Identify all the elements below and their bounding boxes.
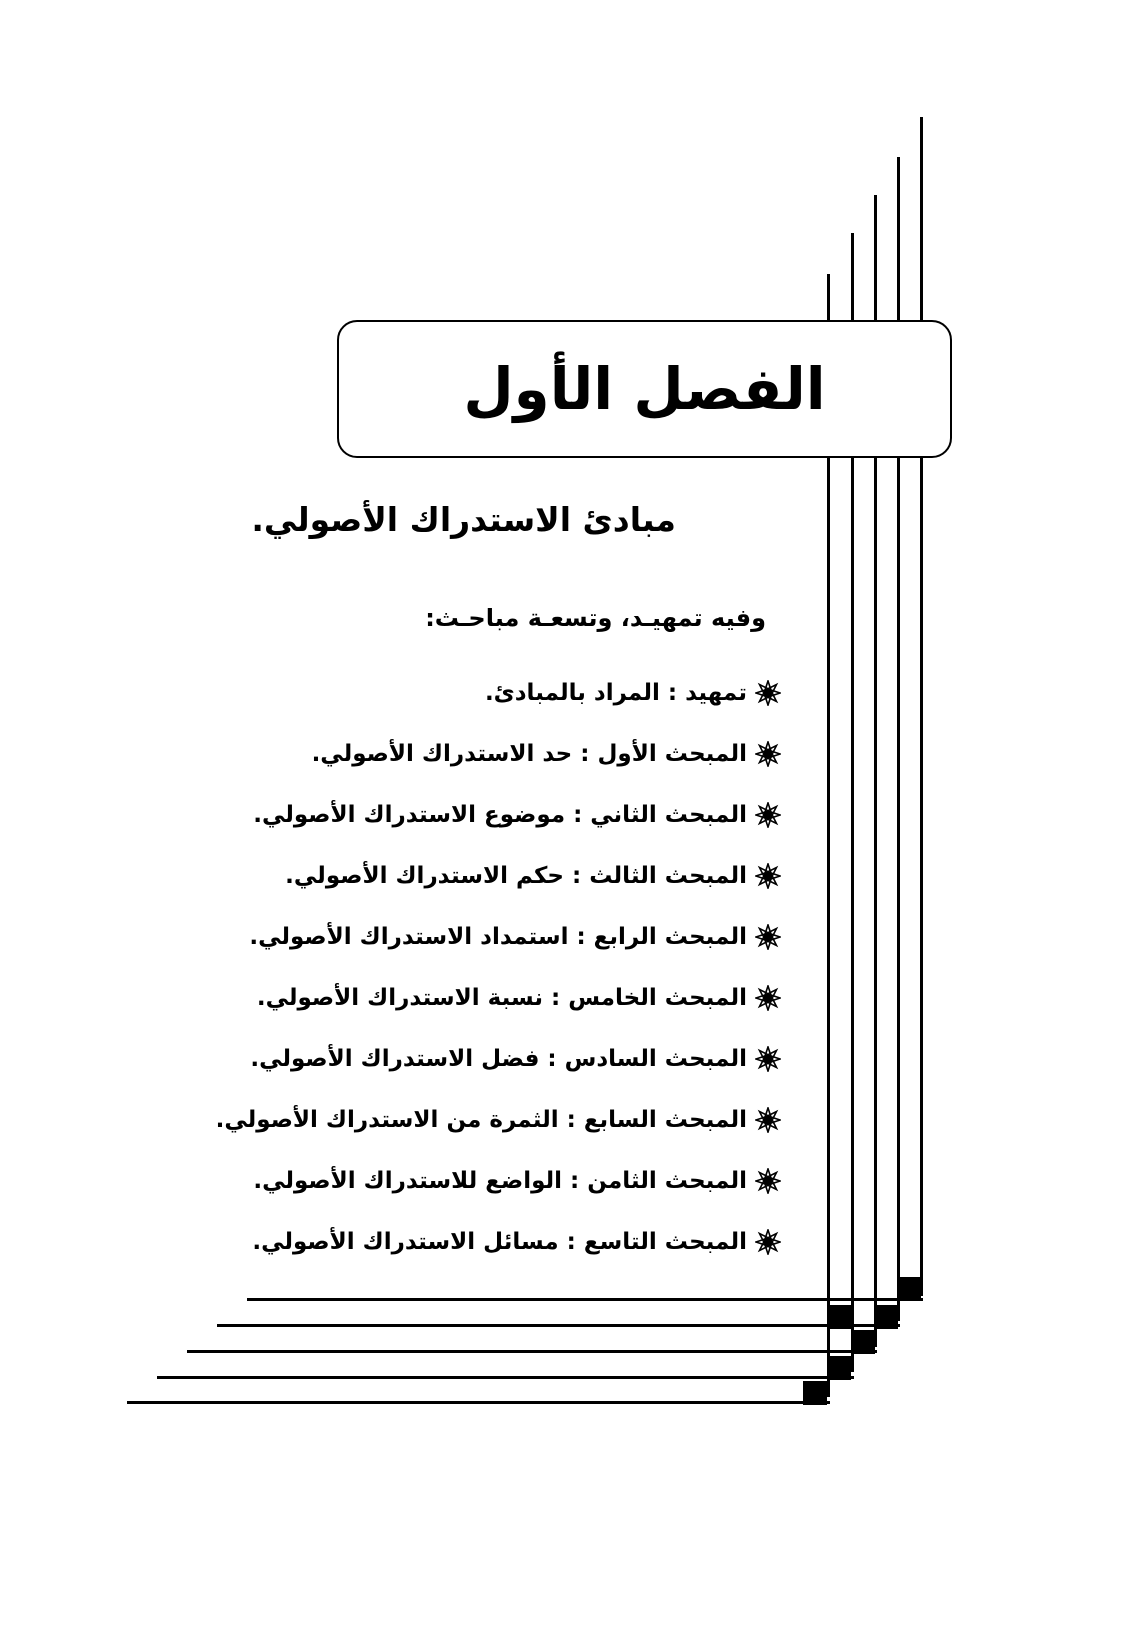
topic-list	[216, 662, 781, 1272]
eight-point-star-icon	[755, 863, 781, 889]
topic-separator: :	[543, 984, 569, 1011]
eight-point-star-icon	[755, 1229, 781, 1255]
topic-label	[249, 924, 747, 950]
topic-item	[216, 784, 781, 845]
topic-text: الثمرة من الاستدراك الأصولي.	[215, 1106, 559, 1133]
topic-label	[253, 802, 747, 828]
topic-separator: :	[565, 801, 591, 828]
frame-horizontal-line-2	[217, 1324, 900, 1327]
frame-horizontal-line-4	[157, 1376, 854, 1379]
topic-label	[216, 1107, 747, 1133]
chapter-title: الفصل الأول	[463, 355, 826, 423]
eight-point-star-icon	[755, 1168, 781, 1194]
topic-label	[485, 680, 747, 706]
topic-text: فضل الاستدراك الأصولي.	[250, 1045, 540, 1072]
frame-vertical-line-5	[920, 117, 923, 1296]
topic-separator: :	[562, 1167, 588, 1194]
topic-separator: :	[572, 740, 598, 767]
topic-item	[216, 845, 781, 906]
frame-corner-square-2	[874, 1305, 898, 1329]
topic-item	[216, 1150, 781, 1211]
frame-horizontal-line-1	[247, 1298, 923, 1301]
chapter-title-box	[337, 320, 952, 458]
topic-separator: :	[558, 1228, 584, 1255]
topic-label	[257, 985, 747, 1011]
topic-item	[216, 662, 781, 723]
topic-label	[285, 863, 747, 889]
topic-separator: :	[539, 1045, 565, 1072]
topic-text: الواضع للاستدراك الأصولي.	[253, 1167, 563, 1194]
eight-point-star-icon	[755, 1107, 781, 1133]
topic-heading: المبحث الخامس	[568, 984, 747, 1011]
chapter-intro: وفيه تمهيـد، وتسعـة مباحـث:	[425, 604, 766, 632]
frame-corner-square-1	[897, 1277, 921, 1301]
frame-corner-square-4	[851, 1330, 875, 1354]
topic-heading: المبحث الرابع	[593, 923, 747, 950]
eight-point-star-icon	[755, 985, 781, 1011]
topic-separator: :	[558, 1106, 584, 1133]
eight-point-star-icon	[755, 1046, 781, 1072]
topic-heading: المبحث الثاني	[590, 801, 747, 828]
frame-corner-square-5	[827, 1356, 851, 1380]
topic-text: نسبة الاستدراك الأصولي.	[256, 984, 544, 1011]
topic-text: المراد بالمبادئ.	[484, 679, 660, 706]
topic-heading: المبحث السابع	[583, 1106, 747, 1133]
topic-text: حد الاستدراك الأصولي.	[311, 740, 573, 767]
topic-label	[252, 1229, 747, 1255]
frame-corner-square-3	[827, 1305, 851, 1329]
topic-item	[216, 906, 781, 967]
topic-text: استمداد الاستدراك الأصولي.	[249, 923, 569, 950]
topic-heading: تمهيد	[685, 679, 747, 706]
topic-item	[216, 723, 781, 784]
topic-label	[250, 1046, 747, 1072]
topic-label	[253, 1168, 747, 1194]
topic-separator: :	[568, 923, 594, 950]
topic-heading: المبحث السادس	[564, 1045, 747, 1072]
topic-heading: المبحث الأول	[597, 740, 747, 767]
frame-corner-square-6	[803, 1381, 827, 1405]
frame-horizontal-line-5	[127, 1401, 830, 1404]
topic-separator: :	[563, 862, 590, 889]
chapter-subtitle: مبادئ الاستدراك الأصولي.	[251, 500, 676, 539]
topic-item	[216, 1211, 781, 1272]
eight-point-star-icon	[755, 680, 781, 706]
frame-horizontal-line-3	[187, 1350, 877, 1353]
topic-text: موضوع الاستدراك الأصولي.	[253, 801, 566, 828]
topic-text: حكم الاستدراك الأصولي.	[285, 862, 564, 889]
topic-heading: المبحث التاسع	[583, 1228, 747, 1255]
topic-heading: المبحث الثالث	[589, 862, 747, 889]
topic-item	[216, 1089, 781, 1150]
topic-heading: المبحث الثامن	[587, 1167, 747, 1194]
eight-point-star-icon	[755, 802, 781, 828]
topic-text: مسائل الاستدراك الأصولي.	[252, 1228, 559, 1255]
topic-item	[216, 1028, 781, 1089]
topic-separator: :	[659, 679, 686, 706]
topic-label	[312, 741, 747, 767]
eight-point-star-icon	[755, 924, 781, 950]
eight-point-star-icon	[755, 741, 781, 767]
topic-item	[216, 967, 781, 1028]
